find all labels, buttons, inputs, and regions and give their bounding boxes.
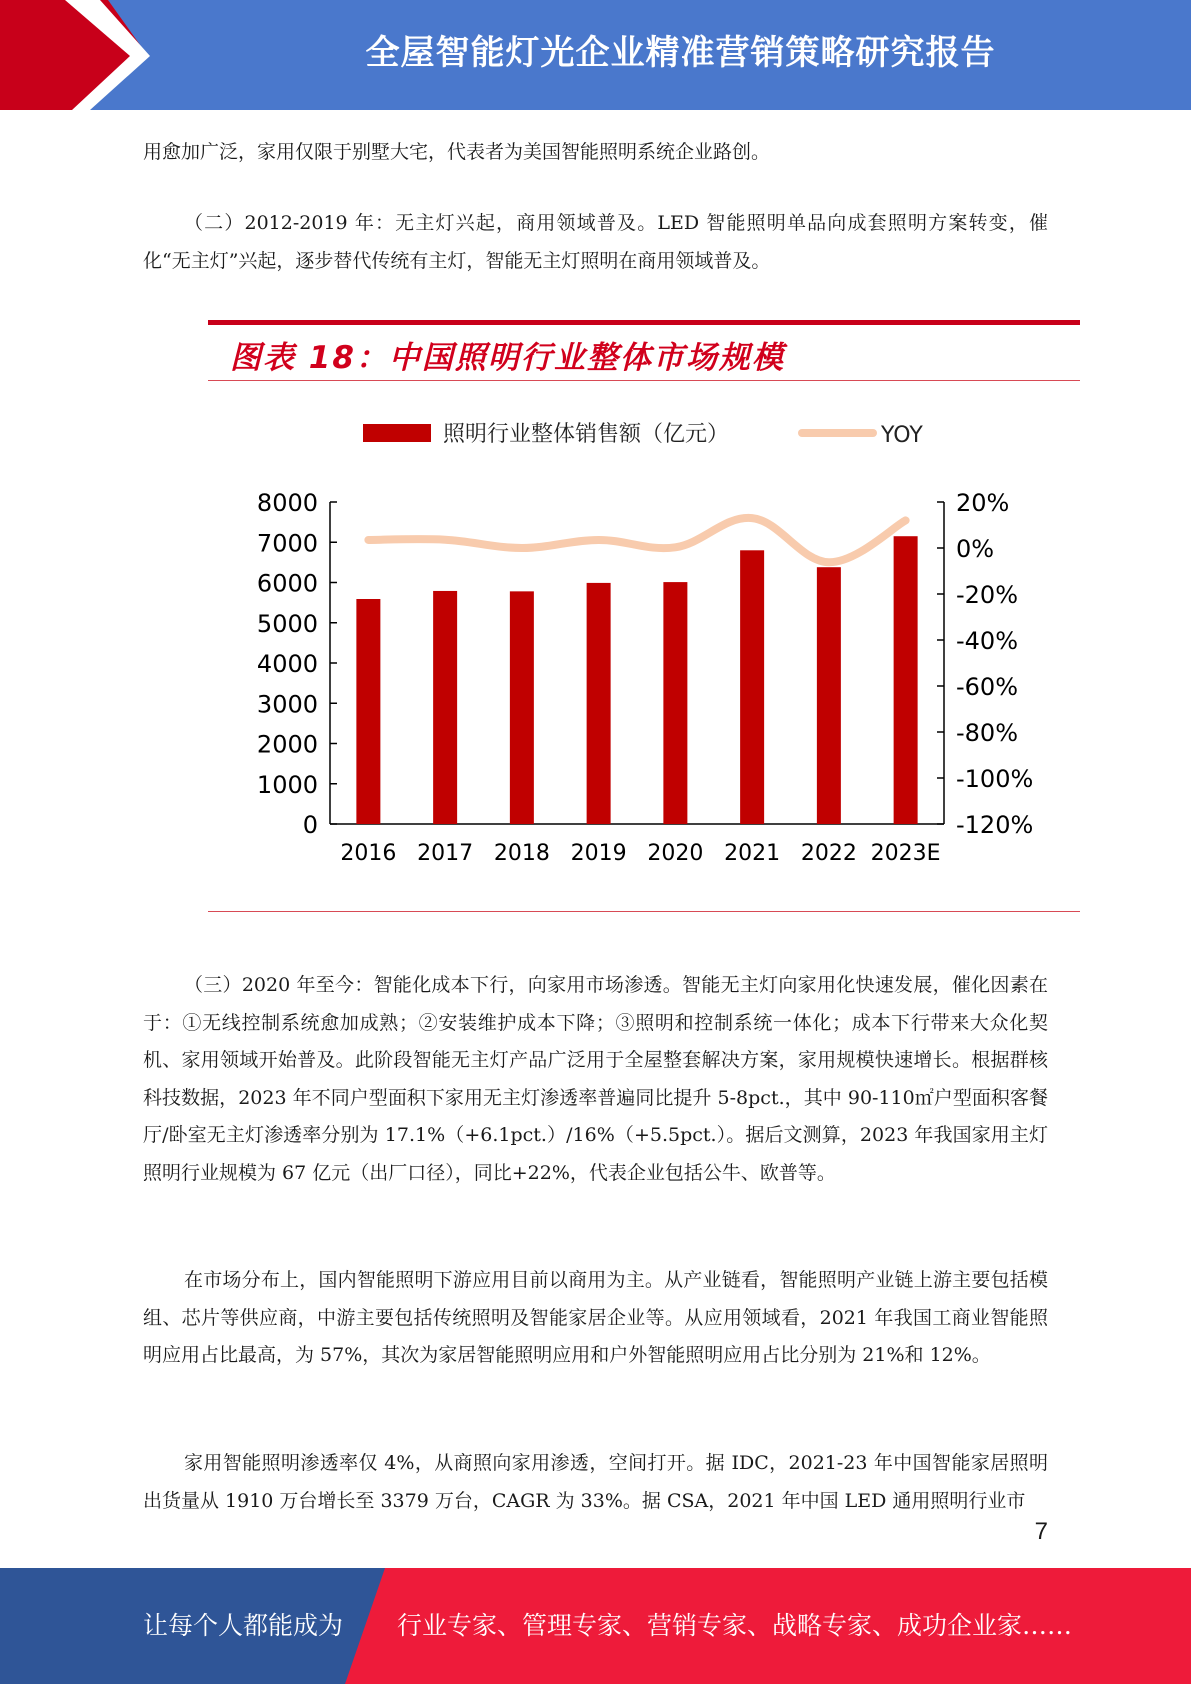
x-tick-label: 2022	[800, 841, 857, 866]
bar-2019	[587, 583, 611, 824]
bar-2022	[817, 567, 841, 824]
left-axis-tick-label: 4000	[256, 650, 318, 678]
market-size-chart	[208, 420, 1080, 900]
caption-bottom-rule	[208, 380, 1080, 381]
right-axis-tick-label: -80%	[956, 719, 1019, 747]
page-footer	[0, 1568, 1191, 1684]
bar-2020	[663, 582, 687, 824]
left-axis-tick-label: 0	[302, 811, 318, 839]
chart-x-labels	[340, 841, 940, 866]
chart-yoy-line	[368, 518, 905, 562]
x-tick-label: 2020	[647, 841, 704, 866]
bar-2017	[433, 591, 457, 824]
figure-bottom-rule	[208, 911, 1080, 912]
x-tick-label: 2023E	[870, 841, 941, 866]
legend-label-sales: 照明行业整体销售额（亿元）	[443, 422, 730, 447]
report-title: 全屋智能灯光企业精准营销策略研究报告	[365, 33, 996, 73]
x-tick-label: 2019	[570, 841, 627, 866]
right-axis-tick-label: -100%	[956, 765, 1034, 793]
right-axis-tick-label: 20%	[956, 489, 1010, 517]
bar-2021	[740, 550, 764, 824]
bar-2016	[356, 599, 380, 824]
left-axis-tick-label: 7000	[256, 529, 318, 558]
legend-swatch-sales	[363, 424, 431, 442]
left-axis-tick-label: 6000	[256, 569, 318, 598]
left-axis-tick-label: 2000	[256, 730, 318, 759]
footer-slogan-right: 行业专家、管理专家、营销专家、战略专家、成功企业家……	[397, 1611, 1073, 1640]
chart-bars	[356, 536, 917, 824]
chart-legend	[363, 422, 923, 448]
x-tick-label: 2021	[724, 841, 781, 866]
right-axis-tick-label: -60%	[956, 673, 1019, 701]
right-axis-tick-label: -20%	[956, 581, 1019, 609]
x-tick-label: 2018	[493, 841, 550, 866]
paragraph-4: 在市场分布上，国内智能照明下游应用目前以商用为主。从产业链看，智能照明产业链上游主要包括模组、芯片等供应商，中游主要包括传统照明及智能家居企业等。从应用领域看，2021 年我国工商业智能照明应用占比最高，为 57%，其次为家居智能照明应用和户外智能照明应用占比分别为 21%和 12%。	[143, 1269, 1048, 1366]
bar-2023E	[894, 536, 918, 824]
right-axis-tick-label: 0%	[956, 535, 995, 563]
legend-label-yoy: YOY	[881, 423, 923, 448]
left-axis-tick-label: 1000	[256, 770, 318, 799]
yoy-series-line	[368, 518, 905, 562]
figure-18	[208, 320, 1080, 914]
footer-slogan-left: 让每个人都能成为	[143, 1611, 344, 1640]
figure-caption: 图表 18：中国照明行业整体市场规模	[230, 340, 785, 376]
left-axis-tick-label: 3000	[256, 690, 318, 719]
paragraph-1: 用愈加广泛，家用仅限于别墅大宅，代表者为美国智能照明系统企业路创。	[143, 141, 771, 163]
page-number: 7	[1034, 1518, 1048, 1545]
page-header	[0, 0, 1191, 110]
paragraph-3: （三）2020 年至今：智能化成本下行，向家用市场渗透。智能无主灯向家用化快速发展，催化因素在于：①无线控制系统愈加成熟；②安装维护成本下降；③照明和控制系统一体化；成本下行带来大众化契机、家用领域开始普及。此阶段智能无主灯产品广泛用于全屋整套解决方案，家用规模快速增长。根据群核科技数据，2023 年不同户型面积下家用无主灯渗透率普遍同比提升 5-8pct.，其中 90-110㎡户型面积客餐厅/卧室无主灯渗透率分别为 17.1%（+6.1pct.）/16%（+5.5pct.）。据后文测算，2023 年我国家用主灯照明行业规模为 67 亿元（出厂口径），同比+22%，代表企业包括公牛、欧普等。	[143, 974, 1048, 1184]
paragraph-5: 家用智能照明渗透率仅 4%，从商照向家用渗透，空间打开。据 IDC，2021-23 年中国智能家居照明出货量从 1910 万台增长至 3379 万台，CAGR 为 33%。据 CSA，2021 年中国 LED 通用照明行业市	[143, 1452, 1048, 1512]
paragraph-2: （二）2012-2019 年：无主灯兴起，商用领域普及。LED 智能照明单品向成套照明方案转变，催化“无主灯”兴起，逐步替代传统有主灯，智能无主灯照明在商用领域普及。	[143, 212, 1048, 272]
left-axis-tick-label: 8000	[256, 489, 318, 517]
right-axis-tick-label: -120%	[956, 811, 1034, 839]
x-tick-label: 2016	[340, 841, 397, 866]
left-axis-tick-label: 5000	[256, 609, 318, 638]
bar-2018	[510, 591, 534, 824]
right-axis-tick-label: -40%	[956, 627, 1019, 655]
x-tick-label: 2017	[417, 841, 474, 866]
caption-top-rule	[208, 320, 1080, 325]
